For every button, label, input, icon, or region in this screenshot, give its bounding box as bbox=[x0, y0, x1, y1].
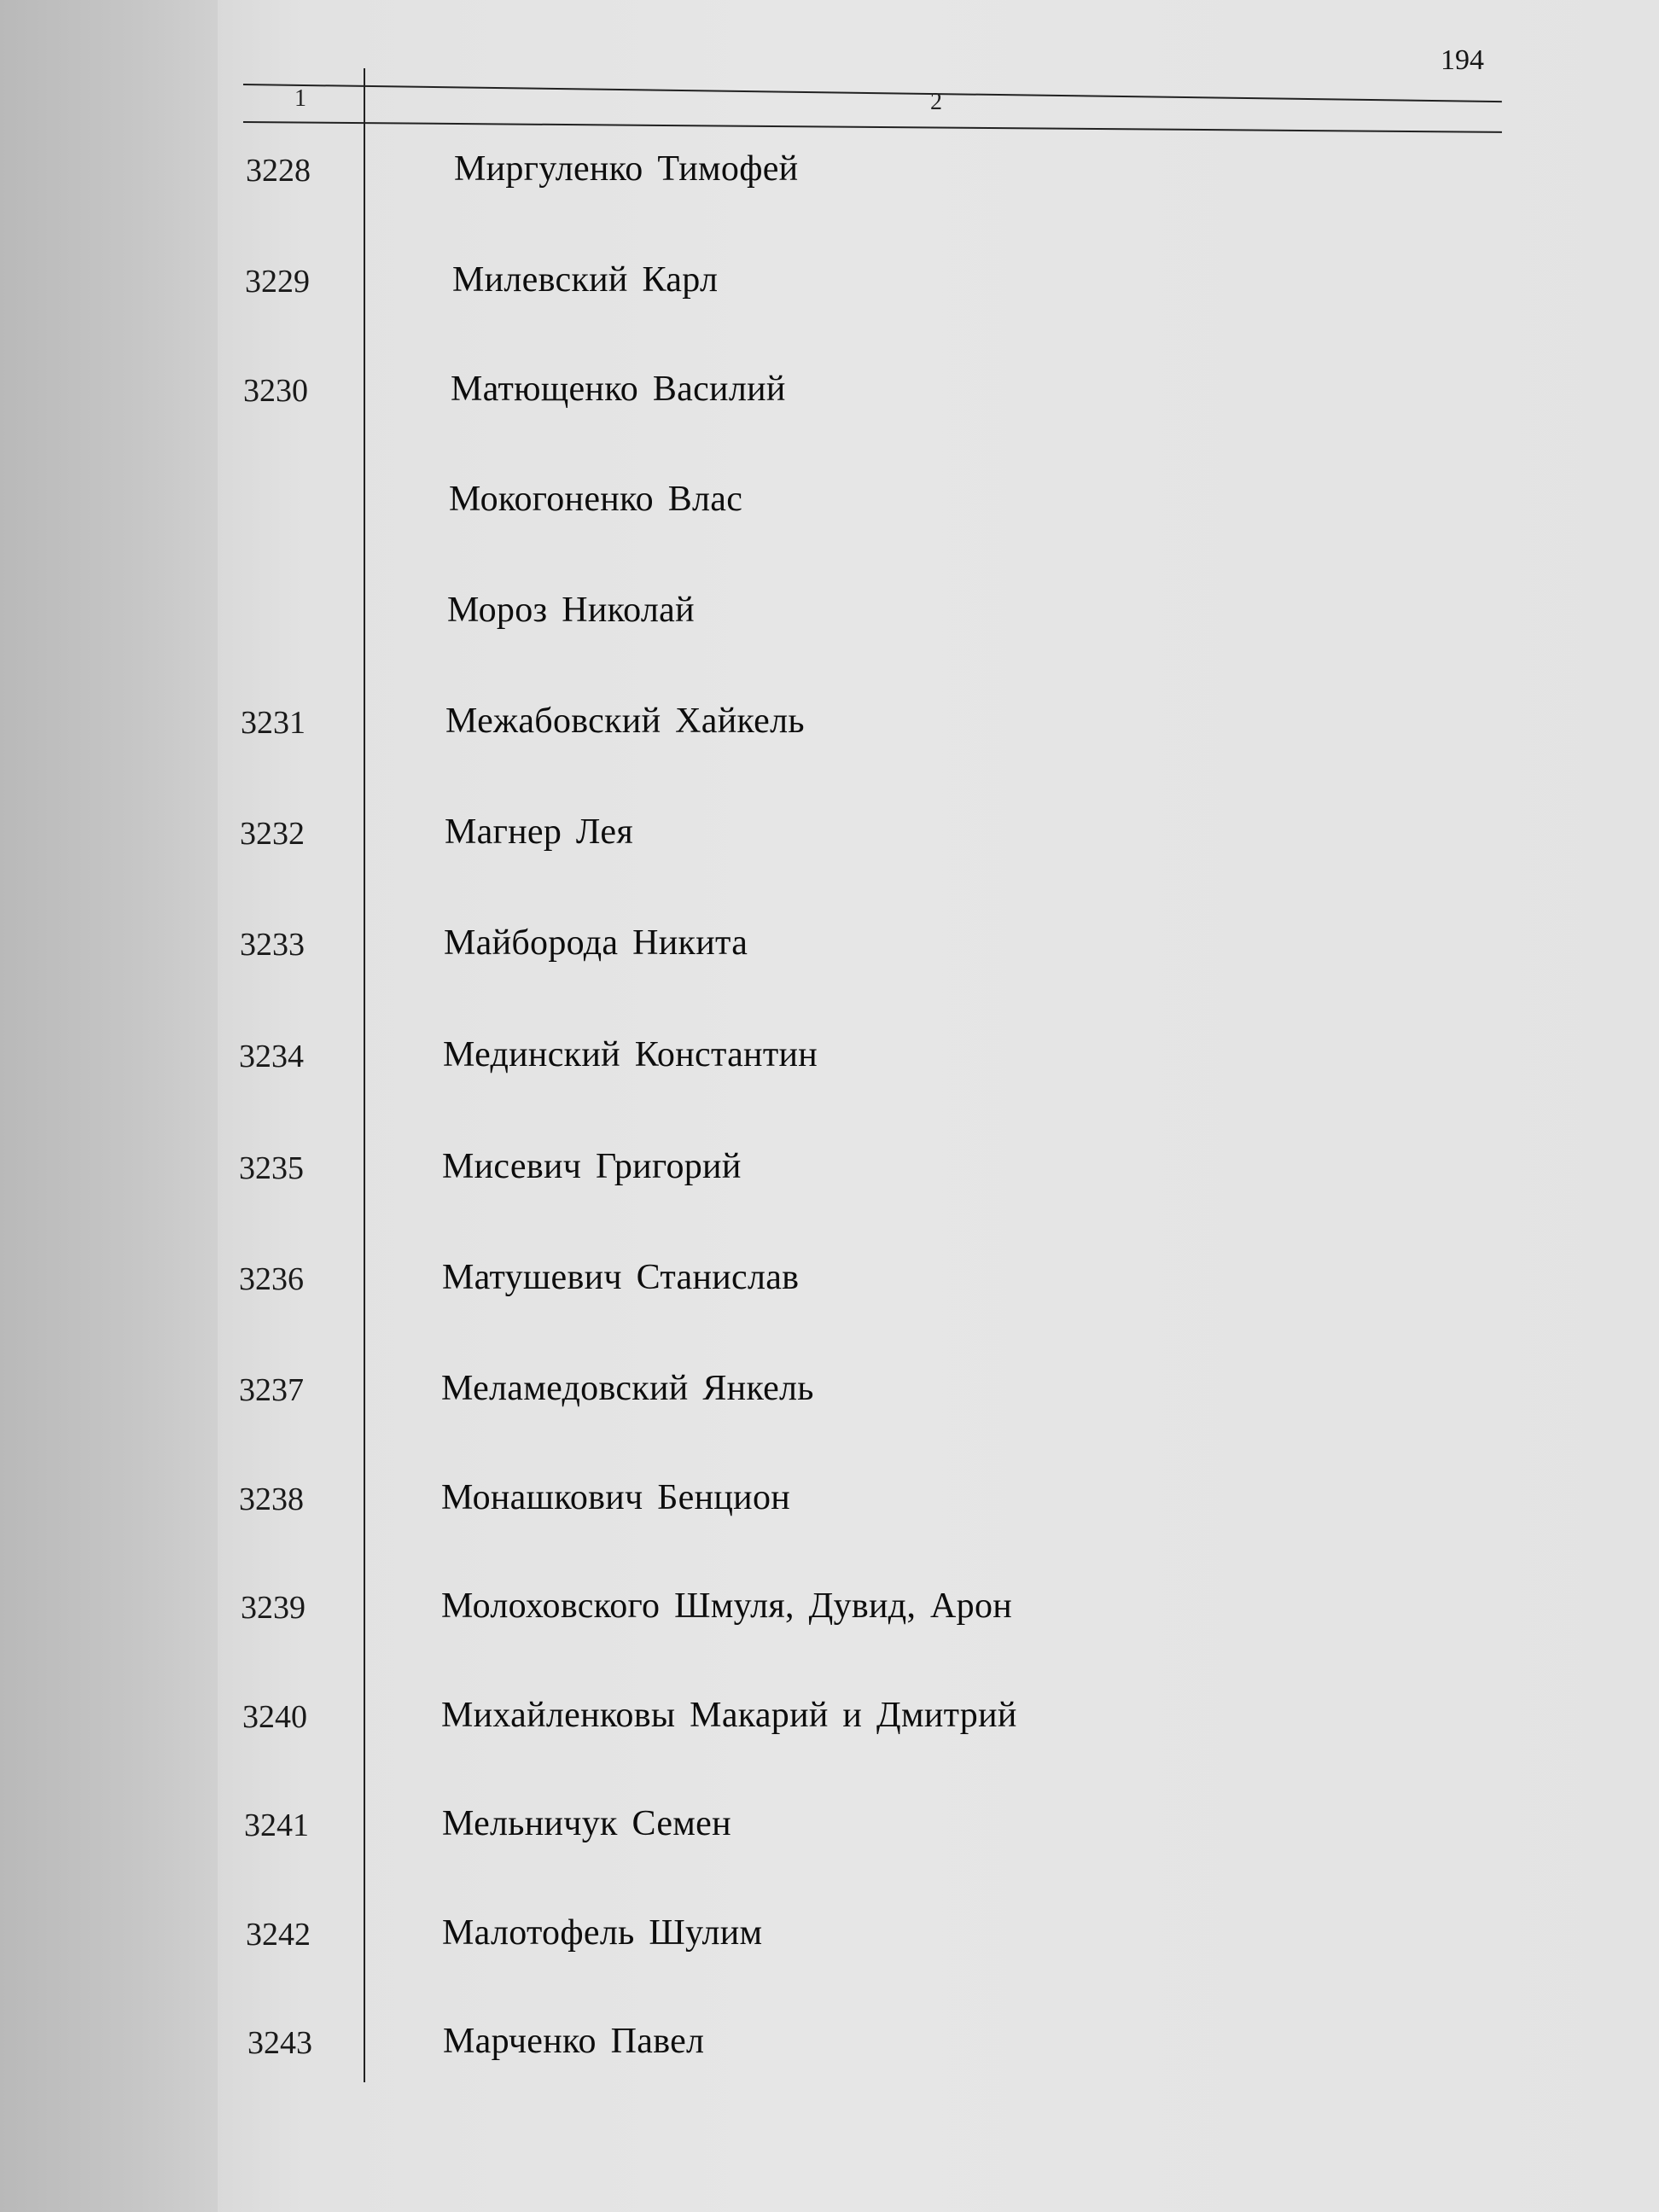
entry-name: Марченко Павел bbox=[443, 2022, 705, 2061]
table-row bbox=[0, 923, 1659, 994]
entry-number: 3228 bbox=[246, 153, 311, 189]
entry-name: Михайленковы Макарий и Дмитрий bbox=[441, 1696, 1017, 1735]
entry-number: 3232 bbox=[240, 816, 305, 852]
table-row bbox=[0, 2024, 1659, 2093]
table-row bbox=[0, 1804, 1659, 1875]
table-row bbox=[0, 1913, 1659, 1984]
entry-name: Малотофель Шулим bbox=[442, 1913, 763, 1953]
table-row bbox=[0, 701, 1659, 772]
entry-name: Мельничук Семен bbox=[442, 1804, 731, 1843]
entry-number: 3240 bbox=[242, 1699, 307, 1735]
entry-name: Мороз Николай bbox=[447, 591, 695, 630]
entry-name: Матушевич Станислав bbox=[442, 1258, 800, 1297]
entry-number: 3239 bbox=[241, 1590, 306, 1626]
entry-number: 3234 bbox=[239, 1039, 304, 1074]
table-row bbox=[0, 1147, 1659, 1218]
entry-name: Мокогоненко Влас bbox=[449, 480, 743, 519]
entry-number: 3243 bbox=[247, 2025, 312, 2061]
table-row bbox=[0, 1478, 1659, 1549]
entry-number: 3235 bbox=[239, 1150, 304, 1186]
column-header-name: 2 bbox=[930, 89, 942, 115]
entry-name: Милевский Карл bbox=[452, 260, 719, 300]
entry-name: Меламедовский Янкель bbox=[441, 1369, 814, 1408]
table-row bbox=[0, 593, 1659, 661]
entry-number: 3238 bbox=[239, 1481, 304, 1517]
entry-number: 3241 bbox=[244, 1807, 309, 1843]
table-row bbox=[0, 149, 1659, 220]
entry-number: 3242 bbox=[246, 1917, 311, 1953]
page-number: 194 bbox=[1441, 44, 1484, 76]
table-row bbox=[0, 1035, 1659, 1106]
entry-name: Мисевич Григорий bbox=[442, 1147, 742, 1186]
entry-name: Магнер Лея bbox=[445, 812, 633, 852]
table-row bbox=[0, 1586, 1659, 1657]
entry-name: Мединский Константин bbox=[443, 1035, 818, 1074]
table-row bbox=[0, 812, 1659, 883]
entry-name: Межабовский Хайкель bbox=[445, 701, 805, 741]
entry-name: Матющенко Василий bbox=[451, 370, 786, 409]
entry-number: 3231 bbox=[241, 705, 306, 741]
entry-name: Миргуленко Тимофей bbox=[454, 149, 799, 189]
entry-number: 3237 bbox=[239, 1372, 304, 1408]
table-row bbox=[0, 1260, 1659, 1329]
column-header-number: 1 bbox=[294, 85, 306, 112]
table-row bbox=[0, 260, 1659, 331]
table-row bbox=[0, 1371, 1659, 1440]
entry-name: Майборода Никита bbox=[444, 923, 748, 963]
table-row bbox=[0, 1698, 1659, 1767]
entry-name: Монашкович Бенцион bbox=[441, 1478, 791, 1517]
entry-number: 3230 bbox=[243, 373, 308, 409]
table-row bbox=[0, 372, 1659, 440]
entry-name: Молоховского Шмуля, Дувид, Арон bbox=[441, 1586, 1013, 1626]
entry-number: 3236 bbox=[239, 1261, 304, 1297]
entry-number: 3233 bbox=[240, 927, 305, 963]
entry-number: 3229 bbox=[245, 264, 310, 300]
table-row bbox=[0, 482, 1659, 550]
